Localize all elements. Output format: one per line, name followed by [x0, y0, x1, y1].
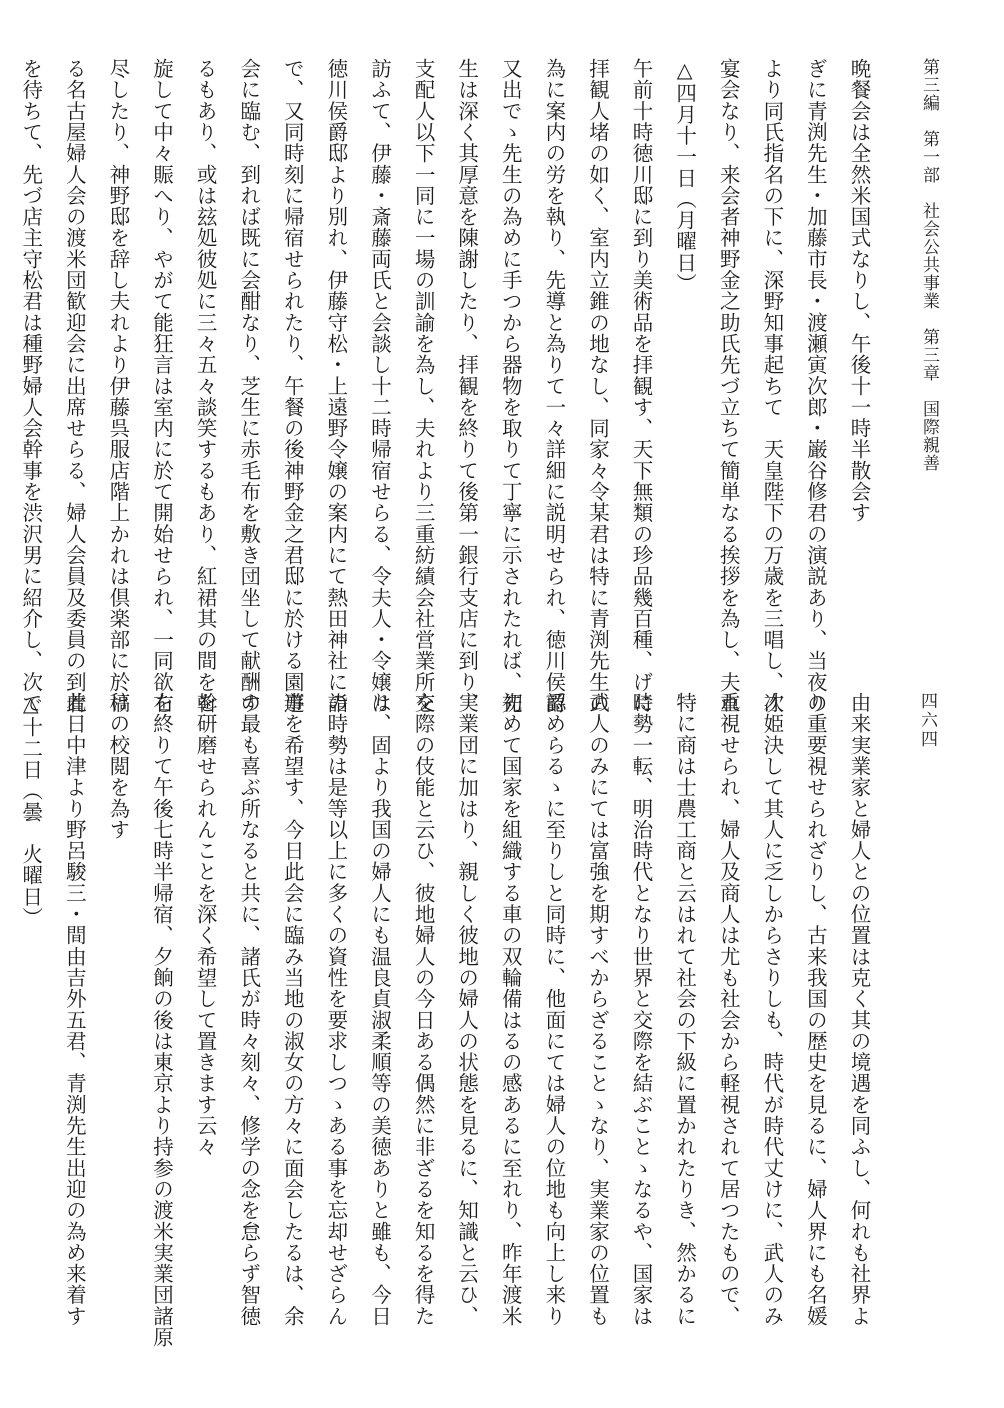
text-line: 午前十時徳川邸に到り美術品を拝観す、天下無類の珍品幾百種、げに	[629, 58, 654, 714]
text-line: 才姫決して其人に乏しからさりしも、時代が時代丈けに、武人のみ	[759, 692, 784, 1327]
text-line: 右終りて午後七時半帰宿、夕餉の後は東京より持参の渡米実業団諸原	[149, 692, 174, 1348]
text-line: 由来実業家と婦人との位置は克く其の境遇を同ふし、何れも社界よ	[847, 692, 871, 1327]
top-text-block	[18, 58, 880, 714]
text-line: の時勢は是等以上に多くの資性を要求しつゝある事を忘却せざらん	[323, 692, 348, 1327]
text-line: より同氏指名の下に、深野知事起ちて 天皇陛下の万歳を三唱し、次	[759, 58, 784, 714]
text-line: 会に臨む、到れば既に会酣なり、芝生に赤毛布を敷き団坐して献酬す	[236, 58, 261, 714]
text-line: 徳川侯爵邸より別れ、伊藤守松・上遠野令嬢の案内にて熱田神社に詣	[323, 58, 348, 714]
bottom-text-block	[18, 692, 880, 1348]
text-line: 晩餐会は全然米国式なりし、午後十一時半散会す	[847, 58, 871, 524]
text-line: 又出でゝ先生の為めに手つから器物を取りて丁寧に示されたれば、先	[498, 58, 523, 714]
text-line: 拝観人堵の如く、室内立錐の地なし、同家々令某君は特に青渕先生の	[585, 58, 610, 714]
text-line: 武人のみにては富強を期すべからざることゝなり、実業家の位置も	[585, 692, 610, 1327]
text-line: △十二日（曇 火曜日）	[18, 692, 43, 929]
text-line: る名古屋婦人会の渡米団歓迎会に出席せらる、婦人会員及委員の到着	[62, 58, 87, 714]
text-line: △四月十一日（月曜日）	[672, 58, 697, 295]
text-line: 時勢一転、明治時代となり世界と交際を結ぶことゝなるや、国家は	[629, 692, 654, 1327]
text-line: るもあり、或は玆処彼処に三々五々談笑するもあり、紅裙其の間を斡	[193, 58, 218, 714]
text-line: 此日中津より野呂駿三・間由吉外五君、青渕先生出迎の為め来着す	[62, 692, 87, 1327]
text-line: 宴会なり、来会者神野金之助氏先づ立ちて簡単なる挨拶を為し、夫れ	[716, 58, 741, 714]
text-line: 実業団に加はり、親しく彼地の婦人の状態を見るに、知識と云ひ、	[454, 692, 479, 1327]
text-line: 事を希望す、今日此会に臨み当地の淑女の方々に面会したるは、余	[280, 692, 305, 1327]
text-line: 尽したり、神野邸を辞し夫れより伊藤呉服店階上かれは倶楽部に於け	[105, 58, 130, 714]
text-line: を研磨せられんことを深く希望して置きます云々	[193, 692, 218, 1158]
text-line: 認めらるゝに至りしと同時に、他面にては婦人の位地も向上し来り	[541, 692, 566, 1327]
text-line	[0, 58, 8, 668]
text-line: で、又同時刻に帰宿せられたり、午餐の後神野金之君邸に於ける園遊	[280, 58, 305, 714]
text-line: り、固より我国の婦人にも温良貞淑柔順等の美徳ありと雖も、今日	[367, 692, 392, 1327]
text-line: を待ちて、先づ店主守松君は種野婦人会幹事を渋沢男に紹介し、次で	[18, 58, 43, 714]
text-line: 重視せられ、婦人及商人は尤も社会から軽視されて居つたもので、	[716, 692, 741, 1327]
text-line: 為に案内の労を執り、先導と為りて一々詳細に説明せられ、徳川侯爵	[541, 58, 566, 714]
text-line: 訪ふて、伊藤・斎藤両氏と会談し十二時帰宿せらる、令夫人・令嬢は	[367, 58, 392, 714]
text-line: 支配人以下一同に一場の訓諭を為し、夫れより三重紡績会社営業所を	[411, 58, 436, 714]
page-number: 四六四	[917, 692, 937, 749]
text-line: 旋して中々賑へり、やがて能狂言は室内に於て開始せられ、一同欲を	[149, 58, 174, 714]
text-line	[0, 692, 8, 1324]
text-line: 稿の校閲を為す	[105, 692, 130, 841]
text-line: 初めて国家を組織する車の双輪備はるの感あるに至れり、昨年渡米	[498, 692, 523, 1327]
text-line: 生は深く其厚意を陳謝したり、拝観を終りて後第一銀行支店に到り、	[454, 58, 479, 714]
text-line: ぎに青渕先生・加藤市長・渡瀬寅次郎・巌谷修君の演説あり、当夜の	[803, 58, 828, 714]
running-header: 第三編 第一部 社会公共事業 第三章 国際親善	[919, 58, 939, 472]
text-line: 交際の伎能と云ひ、彼地婦人の今日ある偶然に非ざるを知るを得た	[411, 692, 436, 1327]
text-line: 特に商は士農工商と云はれて社会の下級に置かれたりき、然かるに	[672, 692, 697, 1327]
text-line: り重要視せられざりし、古来我国の歴史を見るに、婦人界にも名媛	[803, 692, 828, 1327]
text-line: の最も喜ぶ所なると共に、諸氏が時々刻々、修学の念を怠らず智徳	[236, 692, 261, 1327]
